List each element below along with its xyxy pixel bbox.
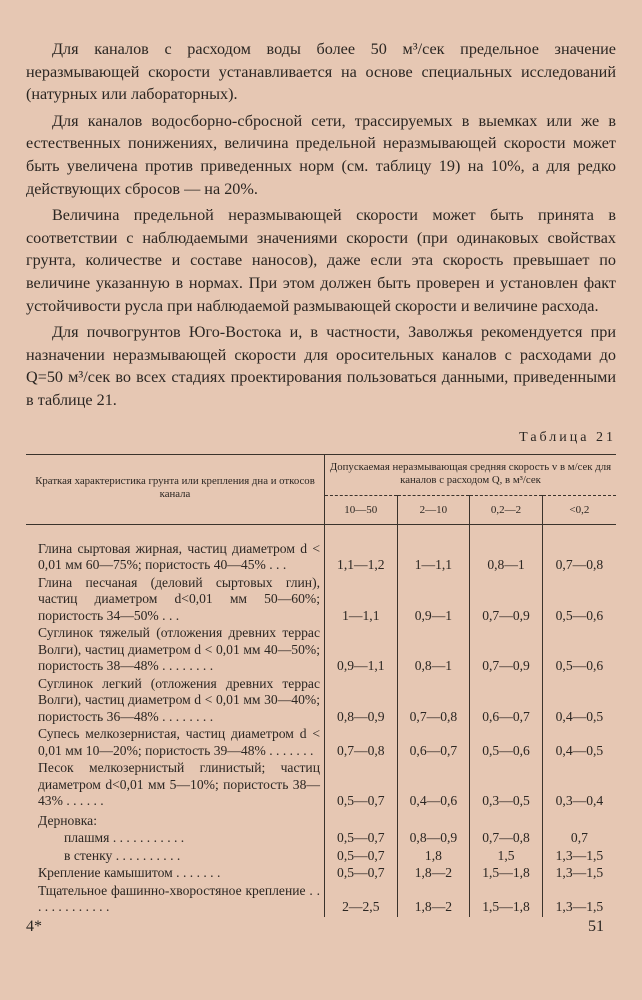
subheader-discharge: <0,2 (542, 495, 616, 524)
velocity-value: 0,8—1 (470, 524, 543, 575)
paragraph: Величина предельной неразмывающей скорости может быть принята в соответствии с наблюдаемыми значениями скорости (при одинаковых свойствах грунта, количестве и составе наносов), даже если эта скорость превышает по величине указанную в нормах. При этом должен быть проверен и установлен факт устойчивости русла при наблюдаемой размывающей скорости и величине расхода. (26, 206, 616, 315)
soil-description: в стенку . . . . . . . . . . (26, 848, 325, 866)
table-row (26, 883, 616, 917)
velocity-value: 0,8—0,9 (397, 830, 470, 848)
paragraph: Для каналов водосборно-сбросной сети, трассируемых в выемках или же в естественных понижениях, величина предельной неразмывающей скорости может быть увеличена против приведенных норм (см. таблицу 19) на 10%, а для редко действующих сбросов — на 20%. (26, 111, 616, 198)
velocity-value: 1,1—1,2 (325, 524, 398, 575)
soil-description: Суглинок тяжелый (отложения древних террас Волги), частиц диаметром d < 0,01 мм 40—50%; пористость 38—48% . . . . . . . . (26, 625, 325, 676)
velocity-value: 0,8—0,9 (325, 676, 398, 727)
velocity-value: 1—1,1 (397, 524, 470, 575)
soil-description: Суглинок легкий (отложения древних террас Волги), частиц диаметром d < 0,01 мм 30—40%; пористость 36—48% . . . . . . . . (26, 676, 325, 727)
velocity-value: 1,8—2 (397, 883, 470, 917)
header-soil-type: Краткая характеристика грунта или крепления дна и откосов канала (26, 454, 325, 524)
soil-description: плашмя . . . . . . . . . . . (26, 830, 325, 848)
table-row (26, 865, 616, 883)
velocity-value: 0,7—0,9 (470, 625, 543, 676)
velocity-value: 0,5—0,7 (325, 865, 398, 883)
table-row (26, 524, 616, 575)
table-row (26, 760, 616, 811)
velocity-value: 0,7—0,8 (397, 676, 470, 727)
velocity-value: 0,9—1,1 (325, 625, 398, 676)
velocity-value: 0,5—0,6 (470, 726, 543, 760)
velocity-value: 0,5—0,6 (555, 607, 604, 623)
velocity-value: 0,5—0,7 (325, 760, 398, 811)
velocity-value: 0,3—0,4 (555, 793, 604, 808)
velocity-value: 0,7—0,8 (325, 726, 398, 760)
velocity-value: 1,5—1,8 (470, 865, 543, 883)
velocity-value: 0,5—0,7 (325, 848, 398, 866)
group-label: Дерновка: (26, 811, 325, 831)
soil-description: Крепление камышитом . . . . . . . (26, 865, 325, 883)
velocity-value: 1—1,1 (325, 575, 398, 626)
soil-description: Супесь мелкозернистая, частиц диаметром d < 0,01 мм 10—20%; пористость 39—48% . . . . . . . (26, 726, 325, 760)
velocity-table (26, 454, 616, 917)
table-row (26, 676, 616, 727)
velocity-value: 0,7—0,8 (470, 830, 543, 848)
velocity-value: 1,8 (397, 848, 470, 866)
header-velocity: Допускаемая неразмывающая средняя скорость v в м/сек для каналов с расходом Q, в м³/сек (325, 454, 617, 495)
paragraph: Для каналов с расходом воды более 50 м³/сек предельное значение неразмывающей скорости устанавливается на основе специальных исследований (натурных или лабораторных). (26, 40, 616, 104)
velocity-value: 0,7—0,9 (470, 575, 543, 626)
velocity-value: 0,4—0,5 (555, 708, 604, 724)
velocity-value: 1,8—2 (397, 865, 470, 883)
velocity-value: 0,6—0,7 (470, 676, 543, 727)
signature-mark: 4* (26, 918, 42, 935)
velocity-value: 0,5—0,7 (325, 830, 398, 848)
velocity-value: 0,4—0,5 (555, 742, 604, 758)
soil-description: Тщательное фашинно-хворостяное крепление . . . . . . . . . . . . . (26, 883, 325, 917)
subheader-discharge: 2—10 (397, 495, 470, 524)
velocity-value: 1,3—1,5 (555, 899, 604, 914)
velocity-value: 0,3—0,5 (470, 760, 543, 811)
velocity-value: 0,6—0,7 (397, 726, 470, 760)
table-row (26, 625, 616, 676)
table-group-row (26, 811, 616, 831)
soil-description: Глина песчаная (деловий сыртовых глин), частиц диаметром d<0,01 мм 50—60%; пористость 34—50% . . . (26, 575, 325, 626)
table-caption: Таблица 21 (519, 429, 616, 445)
velocity-value: 0,9—1 (397, 575, 470, 626)
paragraph: Для почвогрунтов Юго-Востока и, в частности, Заволжья рекомендуется при назначении неразмывающей скорости для оросительных каналов с расходами до Q=50 м³/сек во всех стадиях проектирования пользоваться данными, приведенными в таблице 21. (26, 323, 616, 409)
body-text (26, 38, 616, 412)
table-row (26, 575, 616, 626)
table-row (26, 726, 616, 760)
table-row (26, 848, 616, 866)
velocity-value: 1,3—1,5 (555, 847, 604, 863)
soil-description: Глина сыртовая жирная, частиц диаметром d < 0,01 мм 60—75%; пористость 40—45% . . . (26, 524, 325, 575)
velocity-value: 0,5—0,6 (555, 658, 604, 673)
velocity-value: 0,7 (570, 830, 588, 845)
subheader-discharge: 10—50 (325, 495, 398, 524)
soil-description: Песок мелкозернистый глинистый; частиц диаметром d<0,01 мм 5—10%; пористость 38—43% . . . . . . (26, 760, 325, 811)
velocity-value: 0,8—1 (397, 625, 470, 676)
subheader-discharge: 0,2—2 (470, 495, 543, 524)
velocity-value: 2—2,5 (325, 883, 398, 917)
velocity-value: 1,5—1,8 (470, 883, 543, 917)
table-row (26, 830, 616, 848)
velocity-value: 0,7—0,8 (555, 557, 604, 572)
page-number: 51 (588, 918, 604, 935)
velocity-value: 0,4—0,6 (397, 760, 470, 811)
velocity-value: 1,5 (470, 848, 543, 866)
velocity-value: 1,3—1,5 (555, 865, 604, 880)
